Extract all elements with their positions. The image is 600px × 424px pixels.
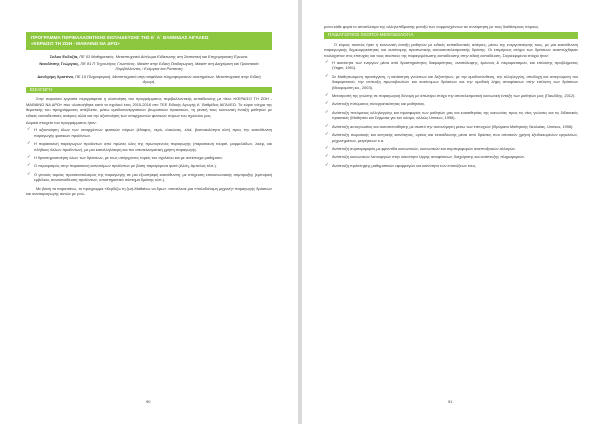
left-page-content bbox=[26, 32, 272, 199]
list-item: ✓ Η αξιοποίηση όλων των υπαρχόντων φυσικών πόρων (έδαφος, νερό, ελαιώνας, ελιά, βιοποικιλότητα κλπ) προς την κατεύθυνση παραγωγής φυσικών προϊόντων. bbox=[27, 127, 272, 138]
list-item: ✓ Μετατροπή της γνώσης σε παραγωγική δύναμη με απώτερο στόχο την αποτελεσματική κοινωνική ένταξη των μαθητών μας (Παυλίδης, 2012). bbox=[325, 93, 576, 99]
closing-paragraph: Με βάση τα παραπάνω, το πρόγραμμα «Κερδίζω τη ζωή-Μαθαίνω να δρω», αποτέλεσε μια «πολυδύναμη μηχανή» παραγωγής δράσεων και αναπαραγωγής αυτών με γνώ- bbox=[26, 185, 272, 197]
page-number: 90 bbox=[146, 399, 151, 404]
aims-intro-paragraph: Ο κύριος σκοπός ήταν η κοινωνική ένταξη μαθητών με ειδικές εκπαιδευτικές ανάγκες, μέσω της ενεργοποίησης τους, με μια κατεύθυνση παραγωγικής δημιουργικότητας και αυτόνομης προσωπικής αυτοαποτελεσματικής δράσης. Οι επιμέρους στόχοι των δράσεων αναπτύχθηκαν τουλάχιστον στις επιτυχίες και τους σκοπούς της παραγεμάτωσης εκπαίδευσης στην ειδική εκπαίδευση. Συγκεκριμένοι στόχοι ήταν: bbox=[324, 41, 578, 58]
checkmark-icon: ✓ bbox=[325, 60, 329, 66]
aims-list bbox=[324, 60, 578, 168]
list-item: ✓ Ανάπτυξη πρόσληψης μαθηματικών εφαρμογών και ικανότητα των επιτεύξεων τους. bbox=[325, 162, 477, 168]
list-item: ✓ Ανάπτυξη πνεύματος αλληλεγγύης και προσφοράς των μαθητών μας και ευαισθησίας της κοινωνίας προς τις νέες γνώσεις και τις διδακτικές πρακτικές (Μαθητεία και Σέρματα για τον κόσμο, αλλιώς Unesco, 1996). bbox=[325, 109, 578, 121]
list-item: ✓ Ανάπτυξη πνεύματος συνεργατικότητας και μαθητείας. bbox=[325, 101, 426, 107]
list-item: ✓ Η ικανότητα των ενεργών μέσα από δραστηριότητες διαφορέτητας, αναπάλυψης, έρευνας & πειραματισμού, και επίλυσης προβλήματος (Yager, 1991). bbox=[325, 60, 578, 71]
checkmark-icon: ✓ bbox=[27, 171, 31, 177]
article-title-line-1: ΠΡΟΓΡΑΜΜΑ ΠΕΡΙΒΑΛΛΟΝΤΙΚΗΣ ΕΚΠΑΙΔΕΥΣΗΣ ΤΗΣ Ε΄ Α΄ ΒΑΘΜΙΔΑΣ ΑΙΓΑΛΕΩ bbox=[31, 35, 209, 40]
list-item: ✓ Ο γενικός τομέας προσανατολισμός της παραγωγής σε μια εξωστρεφή κατεύθυνση, με στόχευση επικοινωνιακής σύμπραξης (εμπορική εμβέλεια, συνεκπαίδευση προϊόντων, υποστηρικτικό σύστημα δράσης κλπ.). bbox=[27, 171, 272, 183]
article-title-line-2: «ΚΕΡΔΙΣΟ ΤΗ ΖΩΗ - ΜΑΘΑΙΝΩ ΝΑ ΔΡΩ» bbox=[31, 41, 120, 46]
checkmark-icon: ✓ bbox=[27, 163, 31, 169]
continuation-paragraph: μονα κάθε φορά το αποτέλεσμα της αλληλεπίδρασης μεταξύ των συμμετεχόντων σε συνάρτηση με τους διαθέσιμους πόρους. bbox=[324, 24, 540, 29]
author-1-name: Σολου Ευδοξία, bbox=[49, 54, 79, 59]
article-title-box bbox=[26, 32, 272, 50]
checkmark-icon: ✓ bbox=[325, 154, 329, 160]
checkmark-icon: ✓ bbox=[325, 145, 329, 151]
list-item: ✓ Σε Μαθητευόμενη προσέγγιση, η κατάκτηση γνώσεων και δεξιοτήτων, με την ομαδοσύνθεση, την αλληλεγγύη, αποδοχή και αναγνώριση του διαφορετικού, την επίτευξη πρωτοβουλιών και αυτόνομων δράσεων και την ομαδική λήψη αποφάσεων στην επίλυση των δράσεων (Μαυρομάτη κα., 2003). bbox=[325, 73, 578, 90]
right-page bbox=[302, 0, 600, 424]
list-item: ✓ Η δραστηριοποίηση όλων των δράσεων, με τους υπάρχοντες τομείς του σχολείου και με αντίστοιχα μαθήματα. bbox=[27, 155, 223, 161]
page-number: 91 bbox=[448, 399, 453, 404]
list-item: ✓ Ανάπτυξη σωματικής και κινητικής ικανότητας, υγείας και εκπαίδευσης μέσα από δράσεις που απαιτούν χρήση εξειδικευμένων εργαλείων, μηχανημάτων, μετρήσεων κ.α. bbox=[325, 132, 578, 143]
author-1-credentials: ΠΕ 03 Μαθηματικός. Μεταπτυχιακό Δίπλωμα Ειδίκευσης στη Στατιστική και Επιχειρησιακή Έρευνα. bbox=[79, 54, 249, 59]
components-list bbox=[26, 127, 272, 182]
list-item: ✓ Ανάπτυξη συμπεριφοράς με φροντίδα κοινωνικών, κοινωνικών και συμπεριφορών αναπτυξιακών αλλαγών. bbox=[325, 145, 516, 151]
checkmark-icon: ✓ bbox=[325, 132, 329, 138]
checkmark-icon: ✓ bbox=[27, 155, 31, 161]
list-item: ✓ Η παρασκευή παράγωγων προϊόντων από πρώτες ύλες της πρωτογενούς παραγωγής (παρασκευή τουρσί, μαρμελάδων, λικέρ, και πλήθους άλλων προϊόντων), με μια καταλληλότερη και πιο αποτελεσματική χρήση παραγωγής. bbox=[27, 141, 272, 152]
components-lead-in: Δομικά στοιχεία του προγράμματος ήταν: bbox=[26, 120, 97, 126]
author-2-credentials: ΠΕ 81 Π Τεχνολόγος Γεωπόνος. Master στην Ειδική Παιδαγωγική, Master στη Διαχείριση και Προστασία Περιβάλλοντος / Ενέργεια και Ρύπανση bbox=[80, 61, 259, 72]
checkmark-icon: ✓ bbox=[27, 127, 31, 133]
checkmark-icon: ✓ bbox=[325, 93, 329, 99]
checkmark-icon: ✓ bbox=[325, 162, 329, 168]
author-3-credentials: ΠΕ 19 Πληροφορική. Μεταπτυχιακό στην ασφάλεια πληροφοριακών συστημάτων, Μεταπτυχιακό στην Ειδική Αγωγή. bbox=[75, 73, 261, 84]
checkmark-icon: ✓ bbox=[27, 141, 31, 147]
author-3 bbox=[32, 74, 266, 84]
author-2-name: Νικολίτσης Γεώργιος, bbox=[39, 61, 80, 67]
checkmark-icon: ✓ bbox=[325, 101, 329, 107]
section-heading-introduction: ΕΙΣΑΓΩΓΗ bbox=[26, 87, 272, 93]
checkmark-icon: ✓ bbox=[325, 73, 329, 79]
intro-paragraph: Στην παρούσα εργασία περιγράφεται η υλοποίηση του προγράμματος περιβαλλοντικής εκπαίδευσης με τίτλο «ΚΕΡΔΙΣΟ ΤΗ ΖΩΗ - ΜΑΘΑΙΝΩ ΝΑ ΔΡΩ» που υλοποιήθηκε κατά το σχολικό έτος 2015-2016 στο ΤΕΕ Ειδικής Αγωγής Α΄ Βαθμίδας ΑΙΓΑΛΕΩ. Το κύριο νόημα της θεματικής του προγράμματος απέβλεπε, μέσω ομαδοσυνεργατικών βιωματικών πρακτικών, τη γενική τους κοινωνική ένταξη μαθητών με ειδικές εκπαιδευτικές ανάγκες αλλά και την αξιοποίηση των υπαρχουσών φυσικών πόρων του σχολείου μας. bbox=[26, 96, 272, 118]
section-heading-aims-methodology: ΠΑΙΔΑΓΩΓΙΚΟΙ ΣΚΟΠΟΙ-ΜΕΘΟΔΟΛΟΓΙΑ bbox=[324, 32, 578, 38]
checkmark-icon: ✓ bbox=[325, 123, 329, 129]
author-2 bbox=[32, 61, 266, 71]
left-page bbox=[0, 0, 298, 424]
list-item: ✓ Ανάπτυξη αυτογνωσίας και αυτοπεποίθησης με σκοπό την αυτονόμηση μέσω των επιτυχιών (Ιδρύματα Μαθητικής Νεολαίας, Unesco, 1996). bbox=[325, 123, 574, 129]
author-1 bbox=[32, 54, 266, 59]
right-page-content bbox=[324, 24, 578, 171]
list-item: ✓ Ανάπτυξη κοινωνικών λειτουργιών στην ικανότητα λήψης αποφάσεων, διαχείρισης και ανάπτυξης πληροφοριών. bbox=[325, 154, 526, 160]
list-item: ✓ Ο περιορισμός στην παρασκευή καινοτόμων προϊόντων με βάση παραγόμενα φυτά (Αλόη, Αμπέλος κλπ.). bbox=[27, 163, 217, 169]
author-3-name: Δουλγέρη Χριστίνα, bbox=[37, 73, 74, 79]
checkmark-icon: ✓ bbox=[325, 109, 329, 115]
